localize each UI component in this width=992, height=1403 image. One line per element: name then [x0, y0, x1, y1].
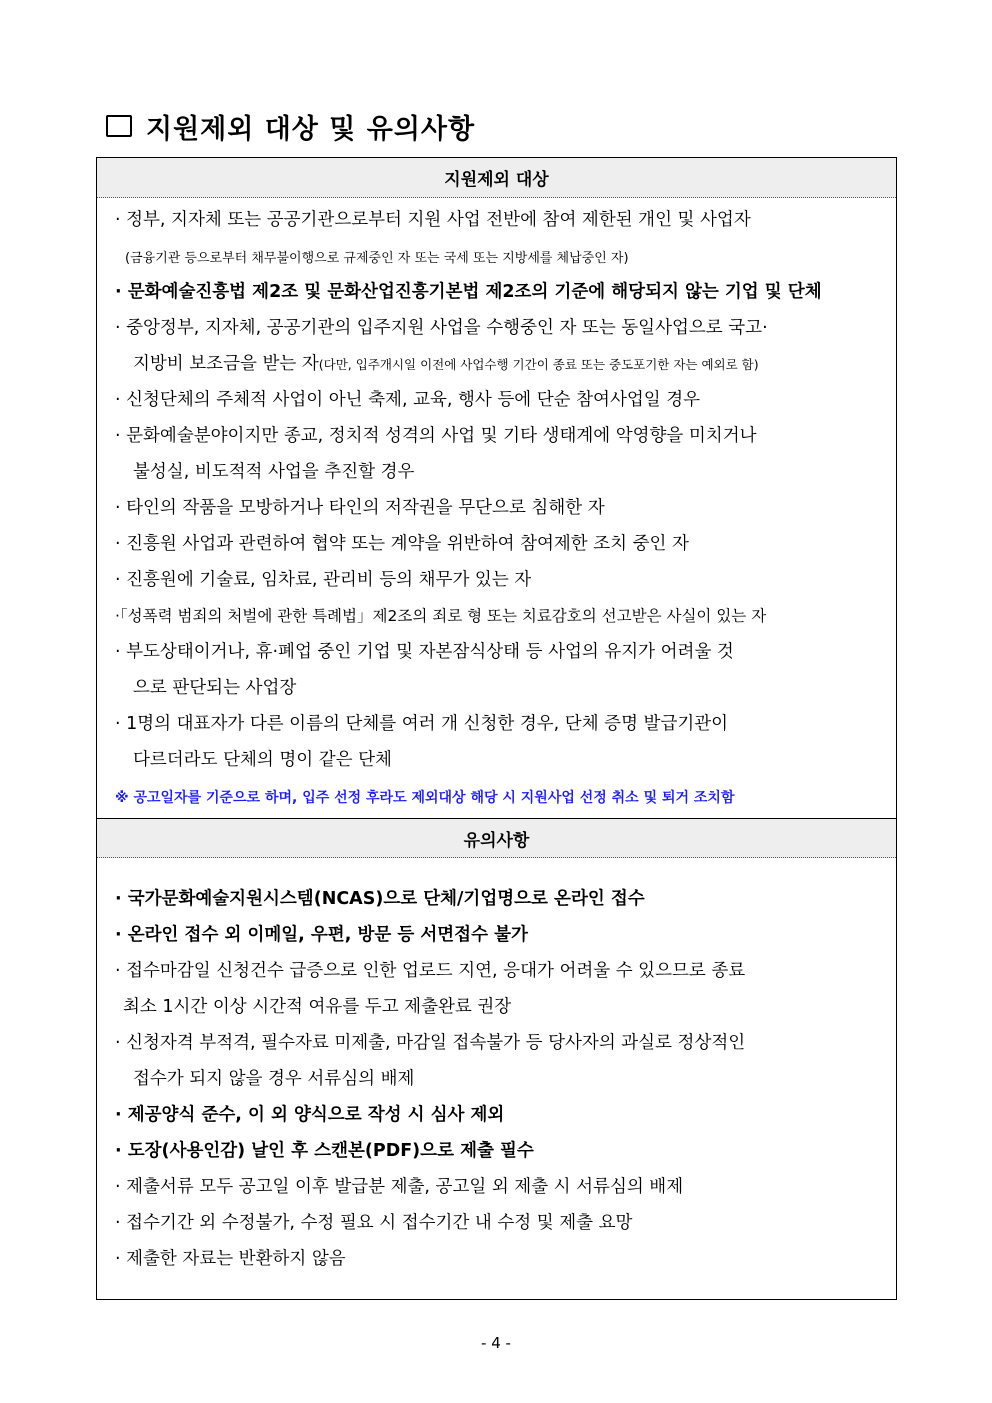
list-item: · 부도상태이거나, 휴·폐업 중인 기업 및 자본잠식상태 등 사업의 유지가 어려울 것: [115, 642, 734, 662]
exclusion-note: ※ 공고일자를 기준으로 하며, 입주 선정 후라도 제외대상 해당 시 지원사업 선정 취소 및 퇴거 조치함: [115, 790, 735, 806]
list-item: · 제출한 자료는 반환하지 않음: [115, 1249, 346, 1269]
list-item-continued: 접수가 되지 않을 경우 서류심의 배제: [133, 1069, 415, 1089]
section-title: [106, 106, 475, 146]
list-item-continued: 최소 1시간 이상 시간적 여유를 두고 제출완료 권장: [123, 997, 512, 1017]
list-item-continued: 불성실, 비도적적 사업을 추진할 경우: [133, 462, 415, 482]
caution-header: 유의사항: [97, 818, 896, 858]
list-item: · 제공양식 준수, 이 외 양식으로 작성 시 심사 제외: [115, 1105, 505, 1125]
list-item: · 국가문화예술지원시스템(NCAS)으로 단체/기업명으로 온라인 접수: [115, 889, 645, 909]
checkbox-square-icon: [106, 115, 132, 137]
list-item: · 도장(사용인감) 날인 후 스캔본(PDF)으로 제출 필수: [115, 1141, 534, 1161]
list-item: · 접수기간 외 수정불가, 수정 필요 시 접수기간 내 수정 및 제출 요망: [115, 1213, 633, 1233]
list-item: · 신청단체의 주체적 사업이 아닌 축제, 교육, 행사 등에 단순 참여사업일 경우: [115, 390, 701, 410]
list-item: · 진흥원 사업과 관련하여 협약 또는 계약을 위반하여 참여제한 조치 중인 자: [115, 534, 689, 554]
list-item: · 신청자격 부적격, 필수자료 미제출, 마감일 접속불가 등 당사자의 과실로 정상적인: [115, 1033, 746, 1053]
list-item-continued: [133, 352, 759, 377]
list-item-text: 지방비 보조금을 받는 자: [133, 354, 319, 374]
list-item: · 제출서류 모두 공고일 이후 발급분 제출, 공고일 외 제출 시 서류심의 배제: [115, 1177, 684, 1197]
exclusion-header: 지원제외 대상: [97, 158, 896, 198]
list-item-detail: (다만, 입주개시일 이전에 사업수행 기간이 종료 또는 중도포기한 자는 예외로 함): [318, 357, 759, 372]
list-item-continued: 으로 판단되는 사업장: [133, 678, 297, 698]
list-item: ·「성폭력 범죄의 처벌에 관한 특례법」제2조의 죄로 형 또는 치료감호의 선고받은 사실이 있는 자: [115, 607, 767, 625]
info-table: [96, 157, 897, 1300]
section-title-text: 지원제외 대상 및 유의사항: [146, 113, 476, 145]
list-item-continued: 다르더라도 단체의 명이 같은 단체: [133, 750, 392, 770]
list-item: · 진흥원에 기술료, 임차료, 관리비 등의 채무가 있는 자: [115, 570, 532, 590]
list-item: · 접수마감일 신청건수 급증으로 인한 업로드 지연, 응대가 어려울 수 있으므로 종료: [115, 961, 746, 981]
list-item: · 문화예술진흥법 제2조 및 문화산업진흥기본법 제2조의 기준에 해당되지 않는 기업 및 단체: [115, 282, 822, 302]
list-item: · 중앙정부, 지자체, 공공기관의 입주지원 사업을 수행중인 자 또는 동일사업으로 국고·: [115, 318, 768, 338]
list-item-detail: (금융기관 등으로부터 채무불이행으로 규제중인 자 또는 국세 또는 지방세를 체납중인 자): [125, 251, 629, 266]
list-item: · 문화예술분야이지만 종교, 정치적 성격의 사업 및 기타 생태계에 악영향을 미치거나: [115, 426, 757, 446]
list-item: · 온라인 접수 외 이메일, 우편, 방문 등 서면접수 불가: [115, 925, 528, 945]
page-number: - 4 -: [481, 1334, 511, 1352]
list-item: · 1명의 대표자가 다른 이름의 단체를 여러 개 신청한 경우, 단체 증명 발급기관이: [115, 714, 729, 734]
list-item: · 정부, 지자체 또는 공공기관으로부터 지원 사업 전반에 참여 제한된 개인 및 사업자: [115, 210, 751, 230]
list-item: · 타인의 작품을 모방하거나 타인의 저작권을 무단으로 침해한 자: [115, 498, 605, 518]
